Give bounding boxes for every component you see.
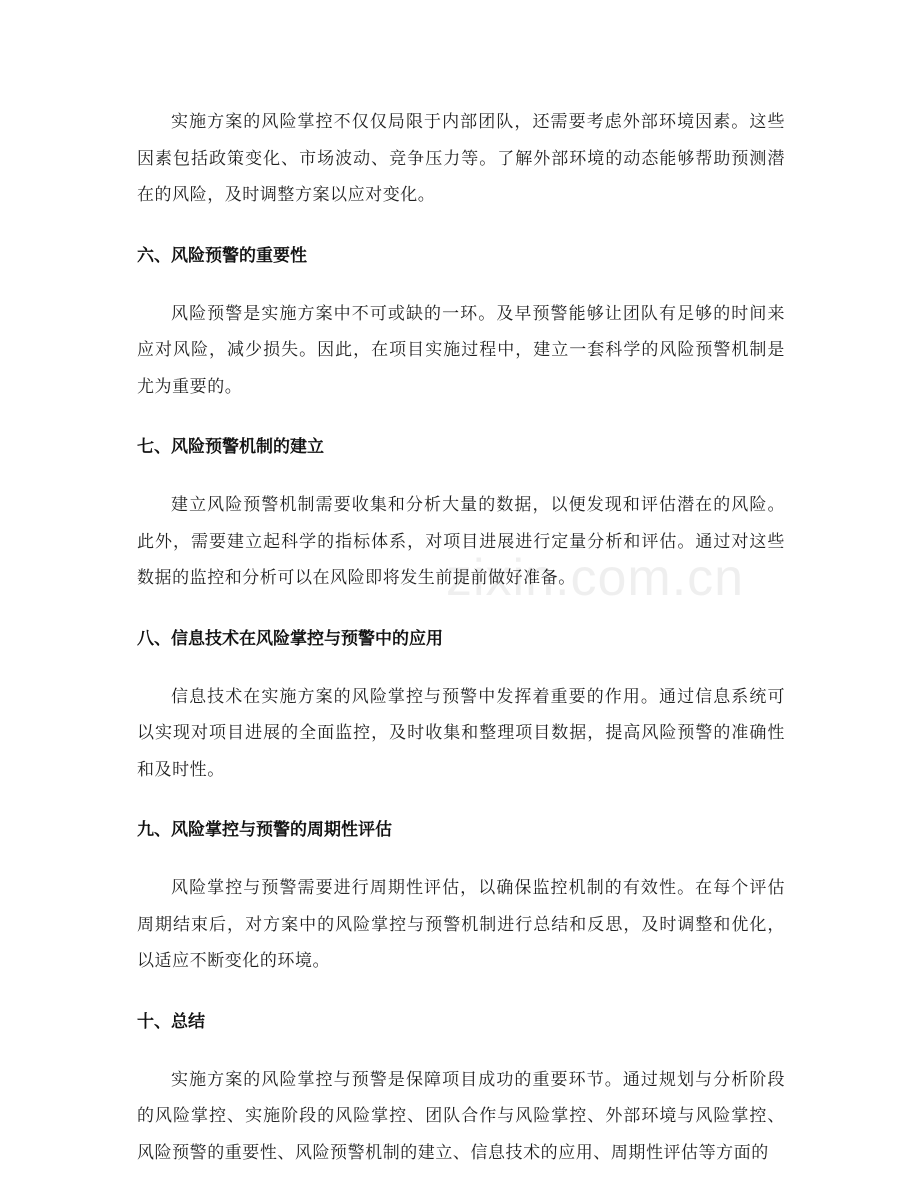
heading-section-8: 八、信息技术在风险掌控与预警中的应用 <box>137 628 443 649</box>
heading-section-10: 十、总结 <box>137 1011 205 1032</box>
paragraph-section-7: 建立风险预警机制需要收集和分析大量的数据，以便发现和评估潜在的风险。此外，需要建立起科学的指标体系，对项目进展进行定量分析和评估。通过对这些数据的监控和分析可以在风险即将发生前提前做好准备。 <box>137 495 785 588</box>
document-body <box>137 104 785 1171</box>
watermark: zixin.com.cn <box>446 549 745 607</box>
paragraph-external-environment: 实施方案的风险掌控不仅仅局限于内部团队，还需要考虑外部环境因素。这些因素包括政策变化、市场波动、竞争压力等。了解外部环境的动态能够帮助预测潜在的风险，及时调整方案以应对变化。 <box>137 112 785 205</box>
paragraph-section-6: 风险预警是实施方案中不可或缺的一环。及早预警能够让团队有足够的时间来应对风险，减少损失。因此，在项目实施过程中，建立一套科学的风险预警机制是尤为重要的。 <box>137 303 785 397</box>
paragraph-section-9: 风险掌控与预警需要进行周期性评估，以确保监控机制的有效性。在每个评估周期结束后，对方案中的风险掌控与预警机制进行总结和反思，及时调整和优化，以适应不断变化的环境。 <box>137 878 785 971</box>
paragraph-summary: 实施方案的风险掌控与预警是保障项目成功的重要环节。通过规划与分析阶段的风险掌控、实施阶段的风险掌控、团队合作与风险掌控、外部环境与风险掌控、风险预警的重要性、风险预警机制的建立、信息技术的应用、周期性评估等方面的 <box>137 1069 785 1163</box>
heading-section-9: 九、风险掌控与预警的周期性评估 <box>137 820 392 840</box>
heading-section-7: 七、风险预警机制的建立 <box>137 437 324 457</box>
heading-section-6: 六、风险预警的重要性 <box>137 245 307 266</box>
paragraph-section-8: 信息技术在实施方案的风险掌控与预警中发挥着重要的作用。通过信息系统可以实现对项目进展的全面监控，及时收集和整理项目数据，提高风险预警的准确性和及时性。 <box>137 686 785 780</box>
